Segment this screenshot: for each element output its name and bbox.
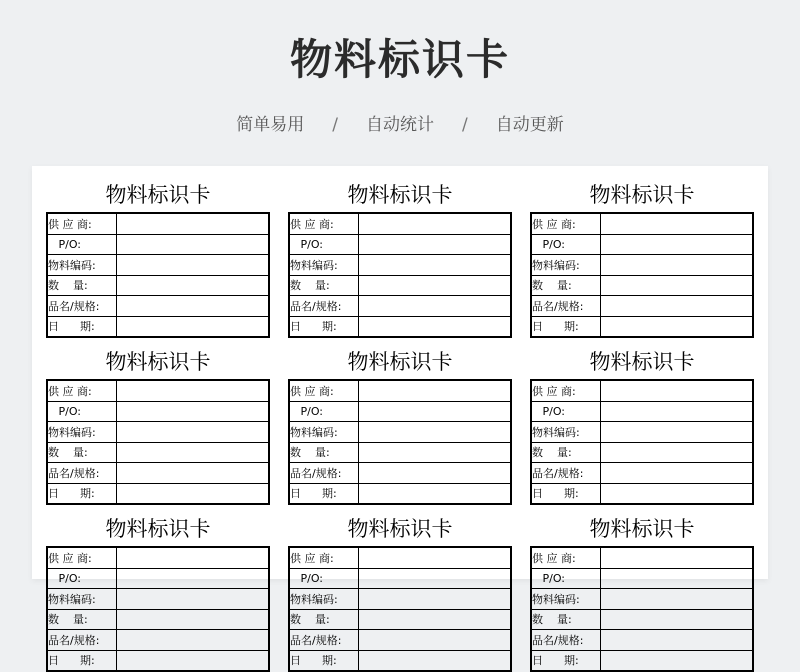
field-row [531, 275, 753, 296]
field-row [531, 547, 753, 568]
field-value-cell[interactable] [359, 650, 512, 671]
field-row [289, 650, 511, 671]
card-title: 物料标识卡 [347, 517, 453, 541]
field-row [47, 650, 269, 671]
field-label: 供 应 商: [531, 380, 601, 401]
field-label: P/O: [531, 234, 601, 255]
field-value-cell[interactable] [601, 650, 754, 671]
field-label: 供 应 商: [289, 213, 359, 234]
field-label: 数 量: [531, 275, 601, 296]
card-title: 物料标识卡 [589, 350, 695, 374]
card-title: 物料标识卡 [105, 350, 211, 374]
field-row [289, 275, 511, 296]
field-value-cell[interactable] [359, 609, 512, 630]
field-label: 品名/规格: [531, 463, 601, 484]
field-label: 供 应 商: [531, 213, 601, 234]
field-value-cell[interactable] [117, 568, 270, 589]
field-value-cell[interactable] [117, 316, 270, 337]
field-row [47, 568, 269, 589]
card-title: 物料标识卡 [105, 183, 211, 207]
material-label-card [46, 172, 270, 338]
field-label: 数 量: [47, 275, 117, 296]
field-row [289, 442, 511, 463]
field-row [531, 380, 753, 401]
field-label: 物料编码: [289, 422, 359, 443]
field-row [47, 483, 269, 504]
field-label: 数 量: [289, 609, 359, 630]
field-label: 品名/规格: [47, 463, 117, 484]
field-label: 日 期: [289, 483, 359, 504]
page-title: 物料标识卡 [289, 35, 510, 84]
field-value-cell[interactable] [359, 589, 512, 610]
field-label: 品名/规格: [47, 630, 117, 651]
field-value-cell[interactable] [601, 483, 754, 504]
field-label: 供 应 商: [47, 213, 117, 234]
field-value-cell[interactable] [601, 442, 754, 463]
field-row [47, 380, 269, 401]
feature-auto-stats: 自动统计 [366, 115, 434, 135]
material-label-card [530, 172, 754, 338]
field-row [531, 463, 753, 484]
field-label: 物料编码: [47, 422, 117, 443]
field-value-cell[interactable] [117, 296, 270, 317]
field-label: 品名/规格: [531, 630, 601, 651]
field-value-cell[interactable] [601, 589, 754, 610]
field-row [47, 275, 269, 296]
field-label: 物料编码: [531, 422, 601, 443]
field-row [531, 213, 753, 234]
field-label: 日 期: [289, 316, 359, 337]
card-field-table [288, 379, 512, 505]
field-label: 物料编码: [47, 255, 117, 276]
field-row [531, 650, 753, 671]
field-value-cell[interactable] [117, 422, 270, 443]
field-value-cell[interactable] [117, 275, 270, 296]
field-value-cell[interactable] [359, 547, 512, 568]
label-sheet [32, 166, 768, 668]
field-row [289, 568, 511, 589]
field-label: 数 量: [47, 442, 117, 463]
field-value-cell[interactable] [601, 463, 754, 484]
field-value-cell[interactable] [117, 213, 270, 234]
field-value-cell[interactable] [359, 380, 512, 401]
field-label: P/O: [47, 401, 117, 422]
material-label-card [288, 172, 512, 338]
field-label: 日 期: [47, 316, 117, 337]
field-value-cell[interactable] [117, 547, 270, 568]
field-row [531, 568, 753, 589]
field-value-cell[interactable] [601, 568, 754, 589]
field-label: 供 应 商: [47, 380, 117, 401]
field-row [47, 422, 269, 443]
field-row [531, 483, 753, 504]
field-value-cell[interactable] [117, 589, 270, 610]
field-label: 物料编码: [531, 589, 601, 610]
field-label: 品名/规格: [531, 296, 601, 317]
field-row [47, 316, 269, 337]
card-title: 物料标识卡 [589, 517, 695, 541]
field-row [47, 463, 269, 484]
field-row [289, 316, 511, 337]
card-field-table [530, 546, 754, 672]
field-label: 物料编码: [47, 589, 117, 610]
field-value-cell[interactable] [601, 234, 754, 255]
field-row [289, 547, 511, 568]
field-value-cell[interactable] [359, 483, 512, 504]
field-value-cell[interactable] [601, 401, 754, 422]
field-value-cell[interactable] [117, 463, 270, 484]
card-field-table [46, 212, 270, 338]
field-value-cell[interactable] [117, 442, 270, 463]
field-label: 品名/规格: [289, 630, 359, 651]
field-row [47, 547, 269, 568]
field-label: P/O: [289, 234, 359, 255]
field-value-cell[interactable] [601, 213, 754, 234]
field-row [47, 401, 269, 422]
field-value-cell[interactable] [601, 380, 754, 401]
card-field-table [46, 379, 270, 505]
field-row [289, 483, 511, 504]
field-label: P/O: [531, 401, 601, 422]
field-row [289, 401, 511, 422]
field-value-cell[interactable] [601, 296, 754, 317]
field-value-cell[interactable] [359, 255, 512, 276]
field-row [289, 463, 511, 484]
material-label-card [46, 506, 270, 672]
field-label: 物料编码: [289, 255, 359, 276]
field-row [47, 234, 269, 255]
card-field-table [288, 212, 512, 338]
field-value-cell[interactable] [601, 609, 754, 630]
card-field-table [530, 212, 754, 338]
material-label-card [288, 339, 512, 505]
field-value-cell[interactable] [117, 255, 270, 276]
field-row [289, 630, 511, 651]
card-title: 物料标识卡 [105, 517, 211, 541]
field-label: 供 应 商: [289, 380, 359, 401]
field-label: 品名/规格: [289, 463, 359, 484]
field-label: 日 期: [47, 650, 117, 671]
field-value-cell[interactable] [117, 630, 270, 651]
field-label: 数 量: [47, 609, 117, 630]
field-value-cell[interactable] [117, 380, 270, 401]
field-value-cell[interactable] [601, 255, 754, 276]
field-row [47, 589, 269, 610]
field-value-cell[interactable] [117, 401, 270, 422]
material-label-card [530, 506, 754, 672]
card-field-table [288, 546, 512, 672]
field-label: 日 期: [289, 650, 359, 671]
field-value-cell[interactable] [359, 275, 512, 296]
field-row [531, 234, 753, 255]
field-row [47, 609, 269, 630]
field-label: 数 量: [289, 275, 359, 296]
field-value-cell[interactable] [601, 422, 754, 443]
field-row [289, 589, 511, 610]
field-label: P/O: [531, 568, 601, 589]
field-row [47, 213, 269, 234]
field-value-cell[interactable] [601, 630, 754, 651]
field-row [47, 442, 269, 463]
field-value-cell[interactable] [117, 234, 270, 255]
field-label: 物料编码: [531, 255, 601, 276]
field-value-cell[interactable] [359, 463, 512, 484]
field-label: 供 应 商: [531, 547, 601, 568]
field-row [531, 442, 753, 463]
separator: / [332, 115, 338, 135]
field-value-cell[interactable] [601, 547, 754, 568]
field-row [531, 630, 753, 651]
material-label-card [288, 506, 512, 672]
field-label: 物料编码: [289, 589, 359, 610]
card-field-table [46, 546, 270, 672]
field-row [531, 422, 753, 443]
field-value-cell[interactable] [359, 213, 512, 234]
field-row [531, 255, 753, 276]
field-row [47, 296, 269, 317]
field-row [531, 589, 753, 610]
field-row [47, 255, 269, 276]
field-value-cell[interactable] [359, 442, 512, 463]
field-label: 日 期: [531, 483, 601, 504]
field-row [289, 213, 511, 234]
field-value-cell[interactable] [359, 568, 512, 589]
field-label: 日 期: [531, 650, 601, 671]
field-row [289, 609, 511, 630]
field-row [289, 255, 511, 276]
field-value-cell[interactable] [359, 316, 512, 337]
field-label: 数 量: [531, 442, 601, 463]
field-value-cell[interactable] [601, 275, 754, 296]
field-row [47, 630, 269, 651]
field-row [289, 296, 511, 317]
field-value-cell[interactable] [359, 401, 512, 422]
feature-tagline [0, 113, 800, 137]
field-label: 供 应 商: [289, 547, 359, 568]
card-title: 物料标识卡 [347, 350, 453, 374]
field-label: 供 应 商: [47, 547, 117, 568]
field-label: P/O: [47, 234, 117, 255]
field-value-cell[interactable] [601, 316, 754, 337]
card-title: 物料标识卡 [589, 183, 695, 207]
field-value-cell[interactable] [359, 422, 512, 443]
field-value-cell[interactable] [359, 234, 512, 255]
feature-auto-update: 自动更新 [495, 115, 564, 135]
field-value-cell[interactable] [117, 483, 270, 504]
field-label: 日 期: [531, 316, 601, 337]
field-value-cell[interactable] [359, 630, 512, 651]
field-row [289, 380, 511, 401]
field-row [289, 234, 511, 255]
field-value-cell[interactable] [117, 650, 270, 671]
card-title: 物料标识卡 [347, 183, 453, 207]
field-label: P/O: [47, 568, 117, 589]
field-row [531, 609, 753, 630]
field-label: 品名/规格: [289, 296, 359, 317]
material-label-card [530, 339, 754, 505]
card-field-table [530, 379, 754, 505]
field-row [531, 296, 753, 317]
field-row [289, 422, 511, 443]
field-label: P/O: [289, 568, 359, 589]
field-label: 品名/规格: [47, 296, 117, 317]
field-row [531, 401, 753, 422]
field-label: P/O: [289, 401, 359, 422]
field-label: 数 量: [531, 609, 601, 630]
feature-easy: 简单易用 [236, 115, 305, 135]
separator: / [462, 115, 468, 135]
field-label: 日 期: [47, 483, 117, 504]
field-row [531, 316, 753, 337]
field-value-cell[interactable] [117, 609, 270, 630]
field-label: 数 量: [289, 442, 359, 463]
field-value-cell[interactable] [359, 296, 512, 317]
material-label-card [46, 339, 270, 505]
